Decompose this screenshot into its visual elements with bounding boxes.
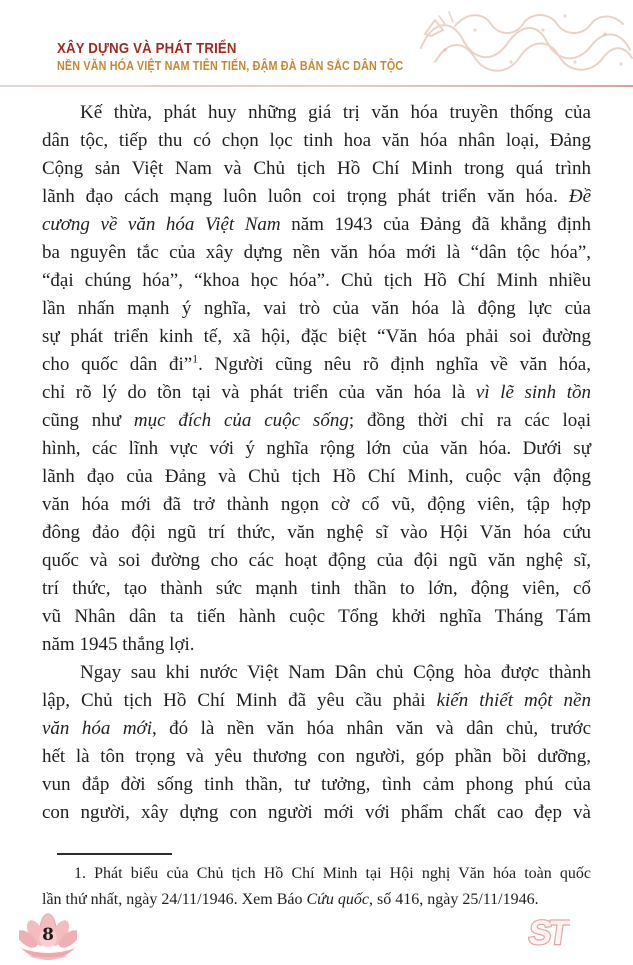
body-line xyxy=(42,519,591,547)
text-run: lãnh đạo của Đảng và Chủ tịch Hồ Chí Minh, cuộc vận động xyxy=(42,466,591,487)
text-run: vì lẽ sinh tồn xyxy=(475,382,591,403)
text-run: . Người cũng nêu rõ định nghĩa về văn hóa, xyxy=(198,354,591,375)
publisher-logo xyxy=(524,911,570,955)
text-run: mục đích của cuộc sống xyxy=(133,410,349,431)
body-line xyxy=(42,715,591,743)
text-run: ; đồng thời chỉ ra các loại xyxy=(348,410,591,431)
body-line xyxy=(42,295,591,323)
page-number: 8 xyxy=(42,925,54,945)
body-line xyxy=(42,687,591,715)
body-line xyxy=(42,547,591,575)
body-line xyxy=(42,407,591,435)
body-line xyxy=(42,743,591,771)
footnote-line xyxy=(42,887,591,913)
text-run: dân tộc, tiếp thu có chọn lọc tinh hoa văn hóa nhân loại, Đảng xyxy=(42,130,591,151)
text-run: lập, Chủ tịch Hồ Chí Minh đã yêu cầu phải xyxy=(42,690,437,711)
dragon-ornament-icon xyxy=(415,4,633,84)
text-run: Kế thừa, phát huy những giá trị văn hóa truyền thống của xyxy=(80,102,591,123)
text-run: Đề xyxy=(568,186,591,207)
text-run: con người, xây dựng con người mới với phẩm chất cao đẹp và xyxy=(42,802,591,823)
text-run: Cộng sản Việt Nam và Chủ tịch Hồ Chí Minh trong quá trình xyxy=(42,158,591,179)
body-line xyxy=(42,183,591,211)
header-rule xyxy=(0,85,633,87)
body-line xyxy=(42,575,591,603)
publisher-logo-icon xyxy=(524,911,570,955)
body-line xyxy=(42,631,591,659)
body-line xyxy=(42,127,591,155)
text-run: đông đảo đội ngũ trí thức, văn nghệ sĩ vào Hội Văn hóa cứu xyxy=(42,522,591,543)
footnote-line xyxy=(42,861,591,887)
text-run: cũng như xyxy=(42,410,134,431)
text-run: Ngay sau khi nước Việt Nam Dân chủ Cộng hòa được thành xyxy=(80,662,591,683)
text-run: hình, các lĩnh vực với ý nghĩa rộng lớn của văn hóa. Dưới sự xyxy=(42,438,591,459)
body-line xyxy=(42,239,591,267)
body-line xyxy=(42,771,591,799)
body-line xyxy=(42,99,591,127)
text-run: vun đắp đời sống tinh thần, tư tưởng, tình cảm phong phú của xyxy=(42,774,591,795)
footnote-rule xyxy=(57,853,172,855)
body-line xyxy=(42,799,591,827)
text-run: lần thứ nhất, ngày 24/11/1946. Xem Báo xyxy=(42,891,307,908)
page-number-lotus xyxy=(19,908,77,962)
text-run: quốc và soi đường cho các hoạt động của đội ngũ văn nghệ sĩ, xyxy=(42,550,591,571)
text-run: sự phát triển kinh tế, xã hội, đặc biệt “Văn hóa phải soi đường xyxy=(42,326,591,347)
footnote xyxy=(42,861,591,913)
text-run: kiến thiết một nền xyxy=(436,690,591,711)
footnote-reference: 1 xyxy=(192,351,199,366)
text-run: “đại chúng hóa”, “khoa học hóa”. Chủ tịch Hồ Chí Minh nhiều xyxy=(42,270,591,291)
publisher-logo-text: ST xyxy=(526,914,569,952)
text-run: , số 416, ngày 25/11/1946. xyxy=(368,891,539,908)
body-line xyxy=(42,211,591,239)
book-title-line2: NỀN VĂN HÓA VIỆT NAM TIÊN TIẾN, ĐẬM ĐÀ BẢN SẮC DÂN TỘC xyxy=(57,59,404,73)
text-run: văn hóa mới xyxy=(42,718,152,739)
body-line xyxy=(42,435,591,463)
text-run: trí thức, tạo thành sức mạnh tinh thần to lớn, động viên, cổ xyxy=(42,578,591,599)
body-line xyxy=(42,155,591,183)
text-run: cho quốc dân đi” xyxy=(42,354,193,375)
text-run: lần nhấn mạnh ý nghĩa, vai trò của văn hóa là động lực của xyxy=(42,298,591,319)
body-line xyxy=(42,379,591,407)
text-run: năm 1943 của Đảng đã khẳng định xyxy=(280,214,591,235)
book-title-line1: XÂY DỰNG VÀ PHÁT TRIỂN xyxy=(57,40,237,57)
body-line xyxy=(42,603,591,631)
body-line xyxy=(42,463,591,491)
text-run: vũ Nhân dân ta tiến hành cuộc Tổng khởi nghĩa Tháng Tám xyxy=(42,606,591,627)
text-run: , đó là nền văn hóa nhân văn và dân chủ, trước xyxy=(151,718,592,739)
text-run: Cứu quốc xyxy=(306,891,369,908)
body-line xyxy=(42,659,591,687)
body-line xyxy=(42,351,591,379)
text-run: hết là tôn trọng và yêu thương con người, góp phần bồi dưỡng, xyxy=(42,746,591,767)
text-run: văn hóa mới đã trở thành ngọn cờ cổ vũ, động viên, tập hợp xyxy=(42,494,591,515)
text-run: 1. Phát biểu của Chủ tịch Hồ Chí Minh tại Hội nghị Văn hóa toàn quốc xyxy=(74,865,591,882)
text-run: chỉ rõ lý do tồn tại và phát triển của văn hóa là xyxy=(42,382,476,403)
text-run: ba nguyên tắc của xây dựng nền văn hóa mới là “dân tộc hóa”, xyxy=(42,242,591,263)
text-run: năm 1945 thắng lợi. xyxy=(42,634,195,655)
body-line xyxy=(42,267,591,295)
body-line xyxy=(42,491,591,519)
body-text xyxy=(42,99,591,827)
text-run: cương về văn hóa Việt Nam xyxy=(42,214,281,235)
body-line xyxy=(42,323,591,351)
text-run: lãnh đạo cách mạng luôn luôn coi trọng phát triển văn hóa. xyxy=(42,186,569,207)
